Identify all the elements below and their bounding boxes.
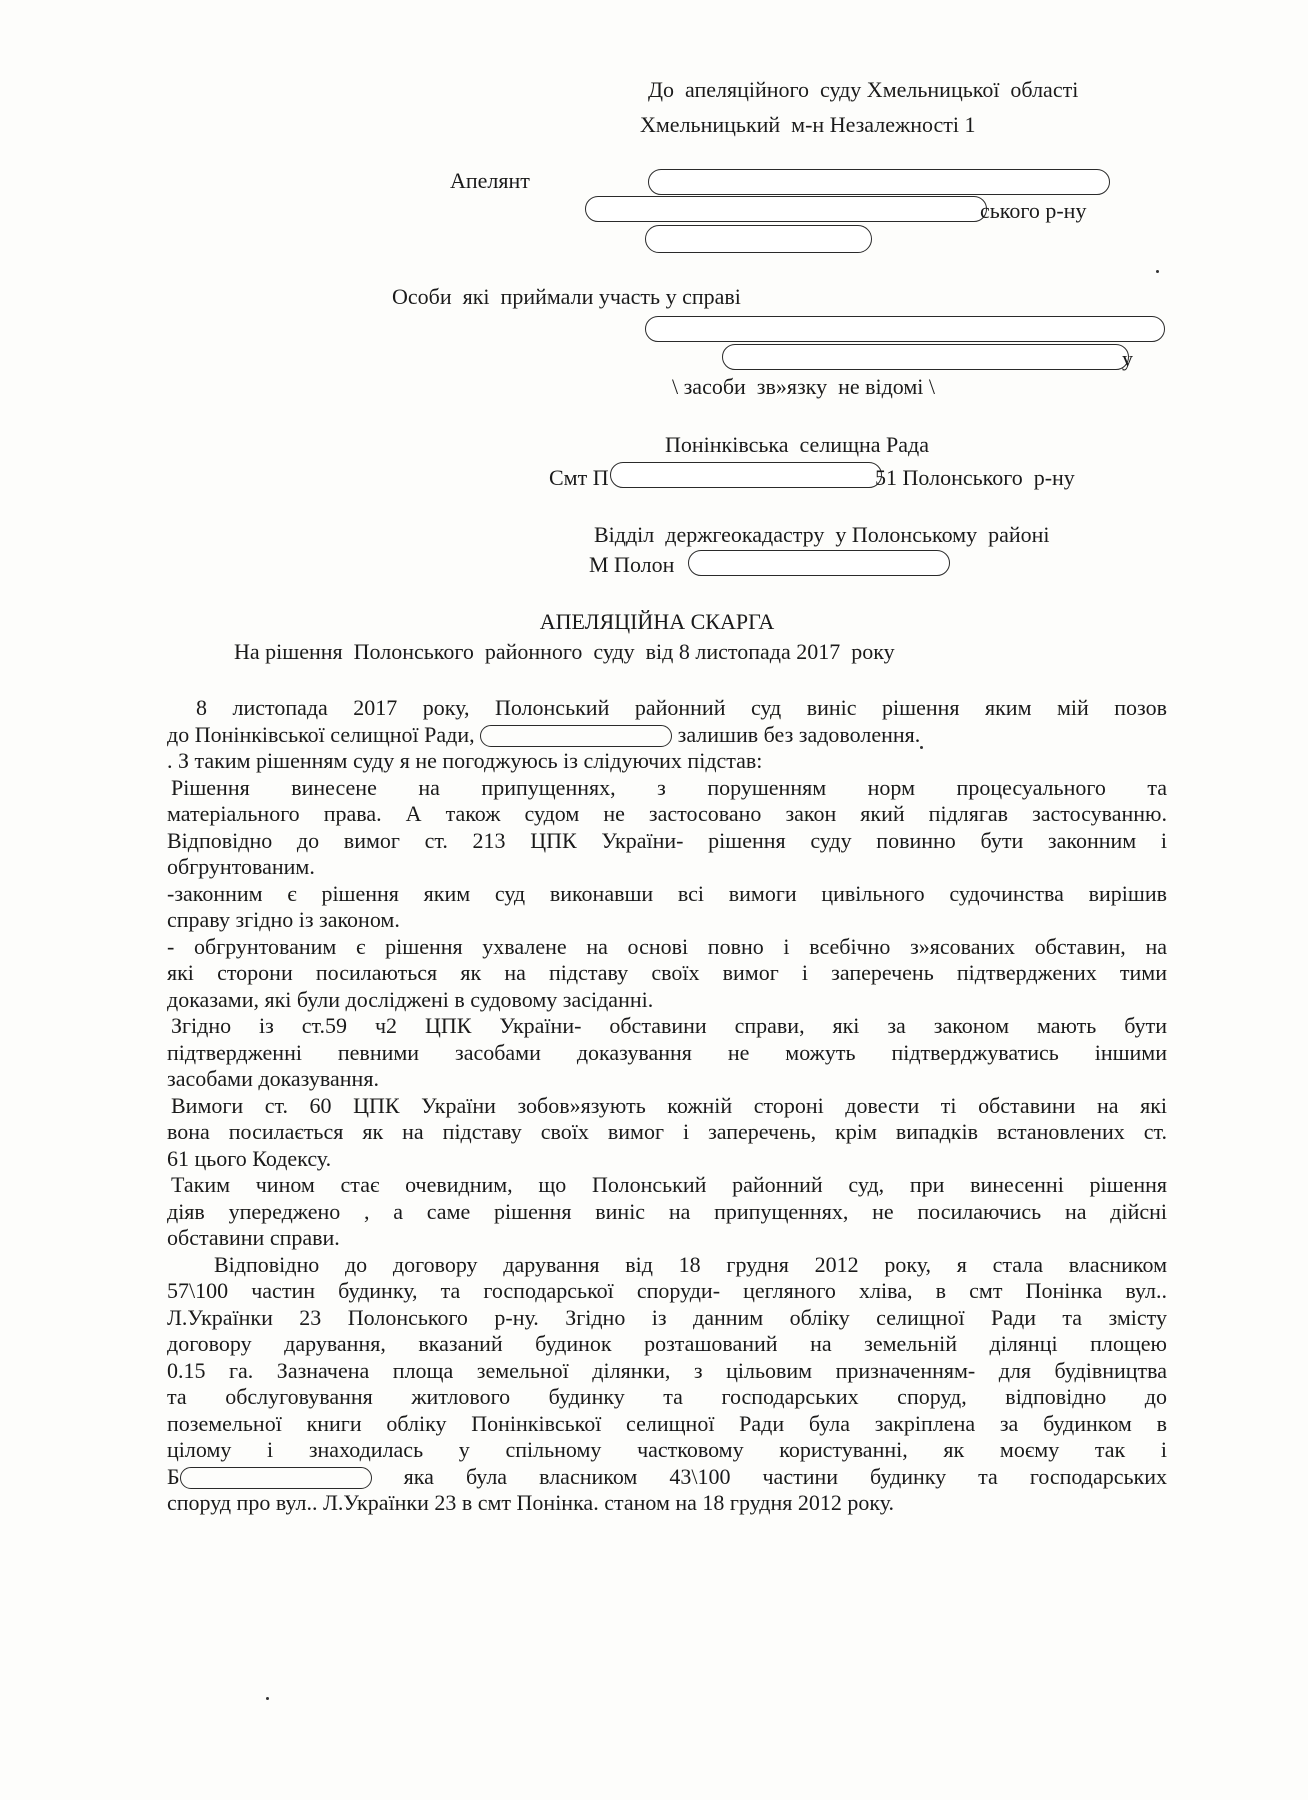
appellant-label: Апелянт (450, 168, 530, 193)
text-line: Рішення винесене на припущеннях, з порушенням норм процесуального та (171, 774, 1167, 800)
text-line: справу згідно із законом. (167, 907, 400, 932)
redaction-mark (585, 196, 987, 222)
text-line: доказами, які були досліджені в судовому засіданні. (167, 986, 654, 1012)
text-line: Таким чином стає очевидним, що Полонський районний суд, при винесенні рішення (171, 1172, 1167, 1197)
department-name: Відділ держгеокадастру у Полонському районі (594, 522, 1050, 547)
redaction-mark (180, 1467, 372, 1489)
text-line: підтвердженні певними засобами доказування не можуть підтверджуватись іншими (167, 1039, 1167, 1065)
text-line: Згідно із ст.59 ч2 ЦПК України- обставини справи, які за законом мають бути (171, 1013, 1167, 1038)
text-line (167, 722, 1167, 749)
text-fragment: до Понінківської селищної Ради, (167, 721, 481, 747)
text-line: 61 цього Кодексу. (167, 1145, 332, 1171)
text-line: споруд про вул.. Л.Українки 23 в смт Понінка. станом на 18 грудня 2012 року. (167, 1490, 895, 1515)
text-line: Відповідно до договору дарування від 18 грудня 2012 року, я стала власником (214, 1251, 1167, 1277)
scan-speck (920, 746, 923, 749)
redaction-mark (645, 316, 1165, 342)
text-line: діяв упереджено , а саме рішення виніс на припущеннях, не посилаючись на дійсні (167, 1198, 1167, 1224)
text-line: Л.Українки 23 Полонського р-ну. Згідно із данним обліку селищної Ради та змісту (167, 1304, 1167, 1330)
text-line: цілому і знаходилась у спільному частковому користуванні, як моєму так і (167, 1437, 1167, 1462)
text-line: поземельної книги обліку Понінківської селищної Ради була закріплена за будинком в (167, 1410, 1167, 1436)
court-name-line: До апеляційного суду Хмельницької області (648, 77, 1079, 102)
council-address-head: Смт П (549, 465, 609, 490)
council-address-tail: 51 Полонського р-ну (875, 465, 1075, 490)
text-line: та обслуговування житлового будинку та господарських споруд, відповідно до (167, 1384, 1167, 1409)
text-line: Вимоги ст. 60 ЦПК України зобов»язують кожній стороні довести ті обставини на які (171, 1092, 1167, 1118)
text-line: матеріального права. А також судом не застосовано закон який підлягав застосуванню. (167, 801, 1167, 826)
text-line: обгрунтованим. (167, 854, 315, 879)
redaction-mark (610, 462, 882, 488)
text-line: засобами доказування. (167, 1066, 379, 1091)
scan-speck (266, 1697, 269, 1700)
council-name: Понінківська селищна Рада (665, 432, 930, 457)
document-subtitle: На рішення Полонського районного суду від 8 листопада 2017 року (234, 639, 895, 664)
text-line: 57\100 частин будинку, та господарської споруди- цегляного хліва, в смт Понінка вул.. (167, 1278, 1167, 1303)
text-line: - обгрунтованим є рішення ухвалене на основі повно і всебічно з»ясованих обставин, на (167, 933, 1167, 959)
redaction-mark (722, 344, 1129, 370)
text-line: які сторони посилаються як на підставу своїх вимог і заперечень підтверджених тими (167, 960, 1167, 985)
text-fragment: Б (167, 1463, 180, 1489)
text-line (167, 1464, 1167, 1491)
redaction-mark (648, 169, 1110, 195)
scan-speck (1156, 270, 1159, 273)
department-address-head: М Полон (589, 552, 675, 577)
redaction-mark (688, 550, 950, 576)
document-title: АПЕЛЯЦІЙНА СКАРГА (539, 609, 775, 634)
participants-label: Особи які приймали участь у справі (392, 284, 741, 309)
text-line: 8 листопада 2017 року, Полонський районний суд виніс рішення яким мій позов (196, 695, 1167, 720)
text-line: -законним є рішення яким суд виконавши всі вимоги цивільного судочинства вирішив (167, 880, 1167, 906)
no-contact-note: \ засоби зв»язку не відомі \ (672, 374, 936, 399)
appellant-address-tail: ського р-ну (980, 198, 1087, 223)
text-line: . З таким рішенням суду я не погоджуюсь із слідуючих підстав: (167, 748, 763, 773)
text-fragment: залишив без задоволення. (672, 721, 921, 747)
text-line: обставини справи. (167, 1225, 340, 1250)
body-text (167, 695, 1167, 1517)
redaction-mark (645, 225, 872, 253)
redaction-mark (480, 725, 672, 747)
text-line: Відповідно до вимог ст. 213 ЦПК України- рішення суду повинно бути законним і (167, 827, 1167, 853)
text-fragment: яка була власником 43\100 частини будинку та господарських (371, 1463, 1167, 1489)
court-address-line: Хмельницький м-н Незалежності 1 (640, 112, 976, 137)
participant-address-tail: у (1122, 346, 1133, 371)
text-line: договору дарування, вказаний будинок розташований на земельній ділянці площею (167, 1331, 1167, 1356)
text-line: 0.15 га. Зазначена площа земельної ділянки, з цільовим призначенням- для будівництва (167, 1357, 1167, 1383)
text-line: вона посилається як на підставу своїх вимог і заперечень, крім випадків встановлених ст. (167, 1119, 1167, 1144)
